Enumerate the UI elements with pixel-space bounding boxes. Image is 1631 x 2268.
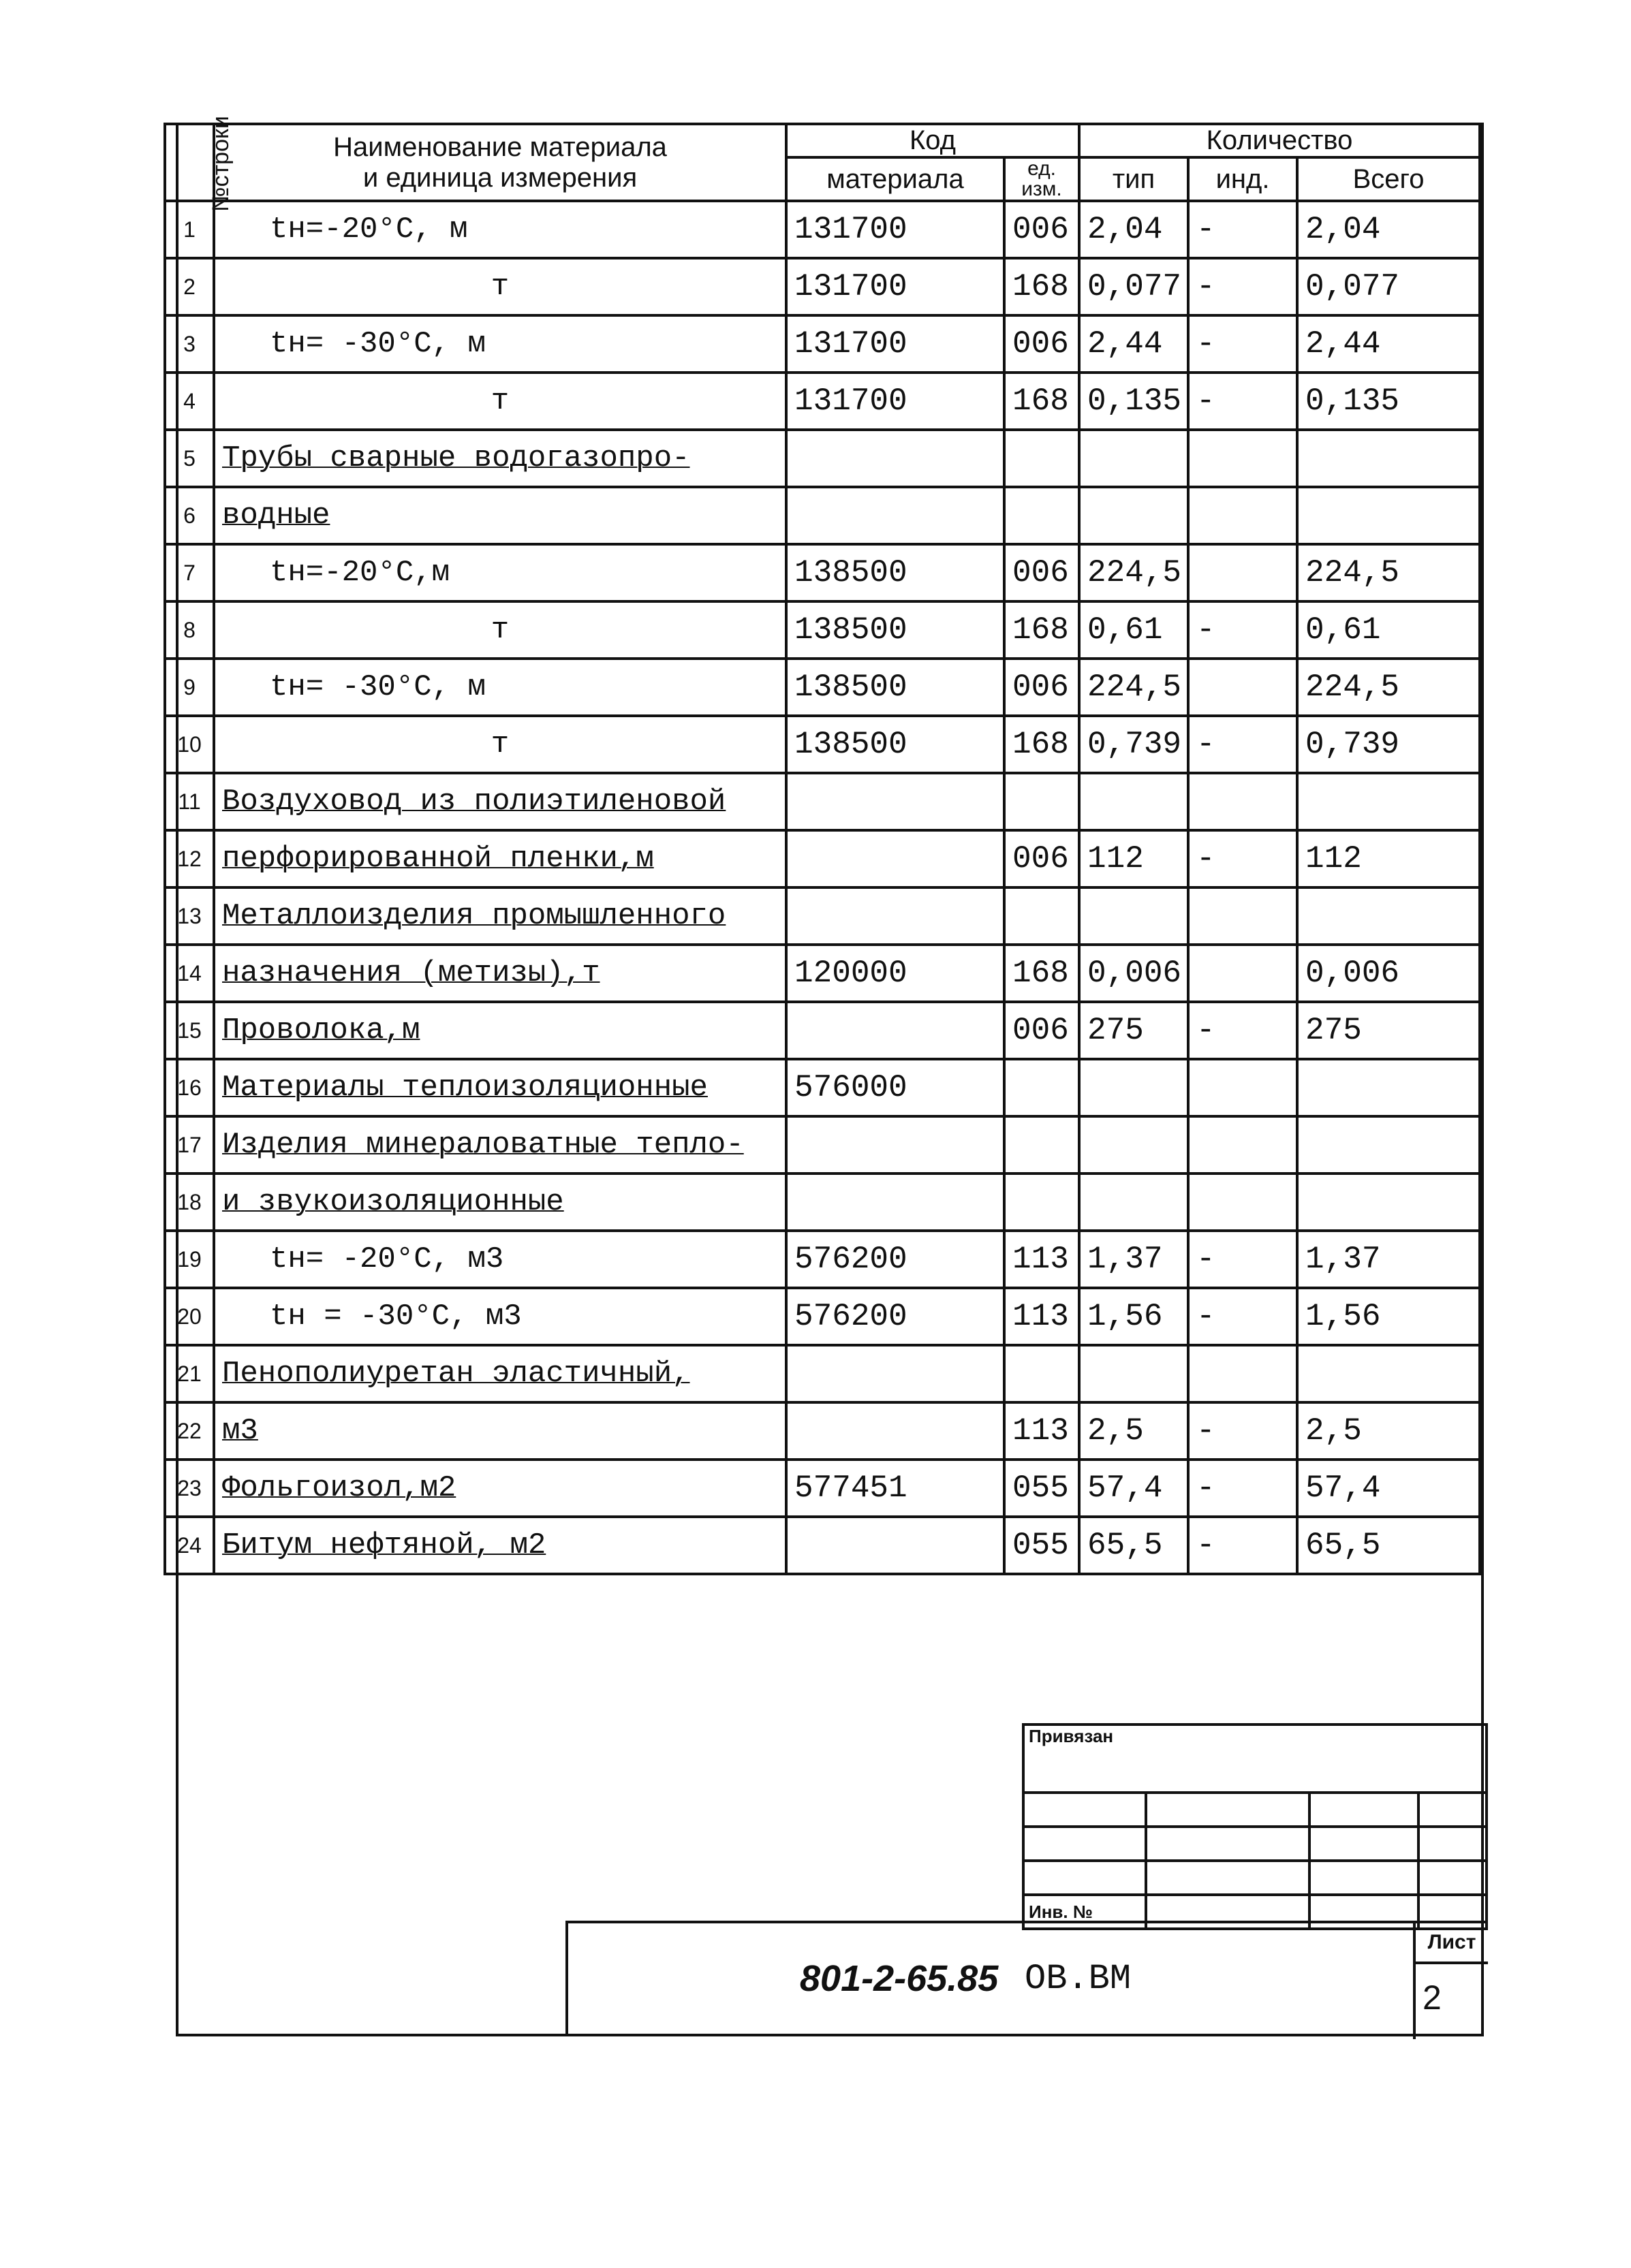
cell-ind [1188,544,1297,601]
cell-typ [1079,430,1188,487]
cell-ind [1188,773,1297,830]
cell-unit: 006 [1004,544,1079,601]
cell-ind [1188,487,1297,544]
cell-code [786,1116,1004,1174]
cell-typ: 1,56 [1079,1288,1188,1345]
cell-typ: 2,04 [1079,201,1188,258]
cell-code: 131700 [786,258,1004,315]
cell-total: 2,44 [1297,315,1480,373]
table-row [165,1059,1480,1116]
cell-code: 576000 [786,1059,1004,1116]
cell-name: Трубы сварные водогазопро- [214,430,786,487]
table-row [165,430,1480,487]
cell-n: 4 [165,373,214,430]
cell-code [786,773,1004,830]
table-row [165,315,1480,373]
header-name-line1: Наименование материала [333,131,667,162]
cell-code: 120000 [786,945,1004,1002]
cell-total: 0,61 [1297,601,1480,659]
cell-name: водные [214,487,786,544]
cell-unit [1004,1345,1079,1402]
cell-unit [1004,1116,1079,1174]
cell-name: tн = -30°С, м3 [214,1288,786,1345]
cell-total: 1,37 [1297,1231,1480,1288]
cell-unit [1004,487,1079,544]
cell-code [786,1174,1004,1231]
cell-code: 576200 [786,1288,1004,1345]
cell-n: 16 [165,1059,214,1116]
cell-unit: 168 [1004,716,1079,773]
cell-n: 9 [165,659,214,716]
header-code: Код [786,124,1079,157]
cell-n: 17 [165,1116,214,1174]
cell-unit: 113 [1004,1288,1079,1345]
table-row [165,716,1480,773]
cell-typ [1079,1345,1188,1402]
cell-n: 14 [165,945,214,1002]
cell-n: 6 [165,487,214,544]
sheet-label: Лист [1416,1923,1488,1964]
cell-n: 23 [165,1460,214,1517]
cell-typ: 275 [1079,1002,1188,1059]
cell-typ [1079,1174,1188,1231]
cell-total: 0,739 [1297,716,1480,773]
table-row [165,258,1480,315]
cell-unit: 006 [1004,659,1079,716]
cell-typ: 2,5 [1079,1402,1188,1460]
cell-total [1297,1116,1480,1174]
cell-unit [1004,1059,1079,1116]
cell-typ: 65,5 [1079,1517,1188,1574]
cell-name: Проволока,м [214,1002,786,1059]
cell-typ: 0,077 [1079,258,1188,315]
cell-unit: 055 [1004,1517,1079,1574]
cell-ind: - [1188,1288,1297,1345]
table-row [165,1002,1480,1059]
cell-name: tн= -30°С, м [214,315,786,373]
document-sheet [164,116,1485,2036]
sheet-cell [1413,1923,1488,2039]
cell-typ [1079,1059,1188,1116]
cell-n: 3 [165,315,214,373]
cell-code [786,1517,1004,1574]
cell-name: Металлоизделия промышленного [214,887,786,945]
table-row [165,887,1480,945]
cell-typ: 1,37 [1079,1231,1188,1288]
cell-ind: - [1188,716,1297,773]
cell-unit [1004,430,1079,487]
document-suffix: ОВ.ВМ [1025,1959,1132,1999]
cell-code: 131700 [786,201,1004,258]
cell-unit: 006 [1004,315,1079,373]
cell-unit: 168 [1004,945,1079,1002]
cell-ind: - [1188,830,1297,887]
cell-name: tн= -30°С, м [214,659,786,716]
cell-unit: 168 [1004,601,1079,659]
cell-n: 15 [165,1002,214,1059]
header-qty-typ: тип [1079,157,1188,201]
cell-n: 11 [165,773,214,830]
cell-name: т [214,258,786,315]
cell-ind [1188,659,1297,716]
cell-code [786,487,1004,544]
cell-n: 2 [165,258,214,315]
table-row [165,544,1480,601]
cell-total [1297,430,1480,487]
cell-typ [1079,887,1188,945]
cell-ind: - [1188,601,1297,659]
cell-unit [1004,773,1079,830]
cell-total: 2,04 [1297,201,1480,258]
cell-code: 131700 [786,373,1004,430]
table-row [165,773,1480,830]
cell-typ [1079,773,1188,830]
cell-total: 275 [1297,1002,1480,1059]
cell-n: 8 [165,601,214,659]
cell-ind [1188,1174,1297,1231]
cell-ind [1188,1059,1297,1116]
cell-code: 577451 [786,1460,1004,1517]
cell-name: т [214,716,786,773]
cell-n: 24 [165,1517,214,1574]
cell-n: 12 [165,830,214,887]
cell-name: Изделия минераловатные тепло- [214,1116,786,1174]
cell-ind: - [1188,1517,1297,1574]
table-row [165,1116,1480,1174]
cell-total [1297,1345,1480,1402]
cell-total: 0,006 [1297,945,1480,1002]
stamp-bound-label: Привязан [1023,1724,1487,1793]
header-code-unit: ед. изм. [1004,157,1079,201]
cell-ind [1188,1116,1297,1174]
cell-code [786,887,1004,945]
stamp-inv-label: Инв. № [1023,1895,1146,1929]
cell-name: Материалы теплоизоляционные [214,1059,786,1116]
cell-unit: 168 [1004,258,1079,315]
cell-code: 138500 [786,716,1004,773]
cell-unit: 006 [1004,830,1079,887]
table-row [165,487,1480,544]
cell-ind: - [1188,258,1297,315]
cell-code [786,1402,1004,1460]
cell-typ [1079,487,1188,544]
sheet-number: 2 [1423,1979,1442,2017]
table-row [165,945,1480,1002]
cell-ind [1188,945,1297,1002]
cell-unit [1004,887,1079,945]
cell-name: и звукоизоляционные [214,1174,786,1231]
cell-typ: 0,739 [1079,716,1188,773]
cell-typ: 0,006 [1079,945,1188,1002]
cell-ind [1188,1345,1297,1402]
cell-unit: 113 [1004,1402,1079,1460]
table-row [165,601,1480,659]
cell-ind: - [1188,201,1297,258]
cell-code [786,1002,1004,1059]
cell-total: 2,5 [1297,1402,1480,1460]
table-row [165,373,1480,430]
title-block [565,1921,1485,2036]
cell-total [1297,487,1480,544]
cell-n: 18 [165,1174,214,1231]
cell-typ [1079,1116,1188,1174]
cell-code: 138500 [786,659,1004,716]
cell-typ: 0,135 [1079,373,1188,430]
cell-name: назначения (метизы),т [214,945,786,1002]
header-name-line2: и единица измерения [362,162,638,193]
cell-total: 57,4 [1297,1460,1480,1517]
materials-table [164,116,1481,1575]
cell-n: 1 [165,201,214,258]
cell-name: Пенополиуретан эластичный, [214,1345,786,1402]
cell-ind [1188,430,1297,487]
table-row [165,201,1480,258]
table-row [165,1174,1480,1231]
cell-name: tн=-20°С,м [214,544,786,601]
table-row [165,1288,1480,1345]
cell-n: 22 [165,1402,214,1460]
cell-typ: 224,5 [1079,659,1188,716]
table-row [165,659,1480,716]
header-qty-ind: инд. [1188,157,1297,201]
cell-n: 5 [165,430,214,487]
table-row [165,1402,1480,1460]
cell-name: перфорированной пленки,м [214,830,786,887]
cell-ind: - [1188,1460,1297,1517]
header-quantity: Количество [1079,124,1480,157]
cell-unit: 006 [1004,201,1079,258]
binding-stamp [1022,1723,1488,1930]
cell-unit: 055 [1004,1460,1079,1517]
cell-typ: 224,5 [1079,544,1188,601]
cell-code: 138500 [786,601,1004,659]
cell-ind: - [1188,1231,1297,1288]
cell-name: Битум нефтяной, м2 [214,1517,786,1574]
header-material-name [214,124,786,201]
cell-name: Фольгоизол,м2 [214,1460,786,1517]
cell-total [1297,887,1480,945]
cell-n: 13 [165,887,214,945]
cell-n: 19 [165,1231,214,1288]
header-qty-total: Всего [1297,157,1480,201]
cell-total [1297,1059,1480,1116]
cell-total: 224,5 [1297,659,1480,716]
header-code-material: материала [786,157,1004,201]
cell-ind: - [1188,1402,1297,1460]
cell-name: т [214,601,786,659]
table-row [165,1345,1480,1402]
cell-unit: 113 [1004,1231,1079,1288]
cell-typ: 57,4 [1079,1460,1188,1517]
cell-code: 138500 [786,544,1004,601]
cell-ind: - [1188,315,1297,373]
cell-typ: 112 [1079,830,1188,887]
cell-ind: - [1188,373,1297,430]
cell-total [1297,1174,1480,1231]
cell-n: 20 [165,1288,214,1345]
cell-unit: 006 [1004,1002,1079,1059]
table-row [165,1460,1480,1517]
cell-total [1297,773,1480,830]
cell-total: 0,135 [1297,373,1480,430]
cell-typ: 0,61 [1079,601,1188,659]
cell-name: т [214,373,786,430]
cell-name: Воздуховод из полиэтиленовой [214,773,786,830]
table-row [165,830,1480,887]
cell-total: 112 [1297,830,1480,887]
header-row-number: №строки [165,124,214,201]
cell-unit [1004,1174,1079,1231]
cell-code [786,430,1004,487]
cell-code [786,1345,1004,1402]
table-row [165,1231,1480,1288]
cell-code: 576200 [786,1231,1004,1288]
cell-total: 0,077 [1297,258,1480,315]
cell-ind [1188,887,1297,945]
cell-n: 7 [165,544,214,601]
cell-ind: - [1188,1002,1297,1059]
cell-unit: 168 [1004,373,1079,430]
cell-code [786,830,1004,887]
document-code: 801-2-65.85 [800,1958,999,1999]
cell-total: 65,5 [1297,1517,1480,1574]
cell-n: 21 [165,1345,214,1402]
cell-total: 224,5 [1297,544,1480,601]
cell-total: 1,56 [1297,1288,1480,1345]
cell-name: м3 [214,1402,786,1460]
cell-n: 10 [165,716,214,773]
cell-code: 131700 [786,315,1004,373]
cell-typ: 2,44 [1079,315,1188,373]
cell-name: tн=-20°С, м [214,201,786,258]
cell-name: tн= -20°С, м3 [214,1231,786,1288]
table-row [165,1517,1480,1574]
